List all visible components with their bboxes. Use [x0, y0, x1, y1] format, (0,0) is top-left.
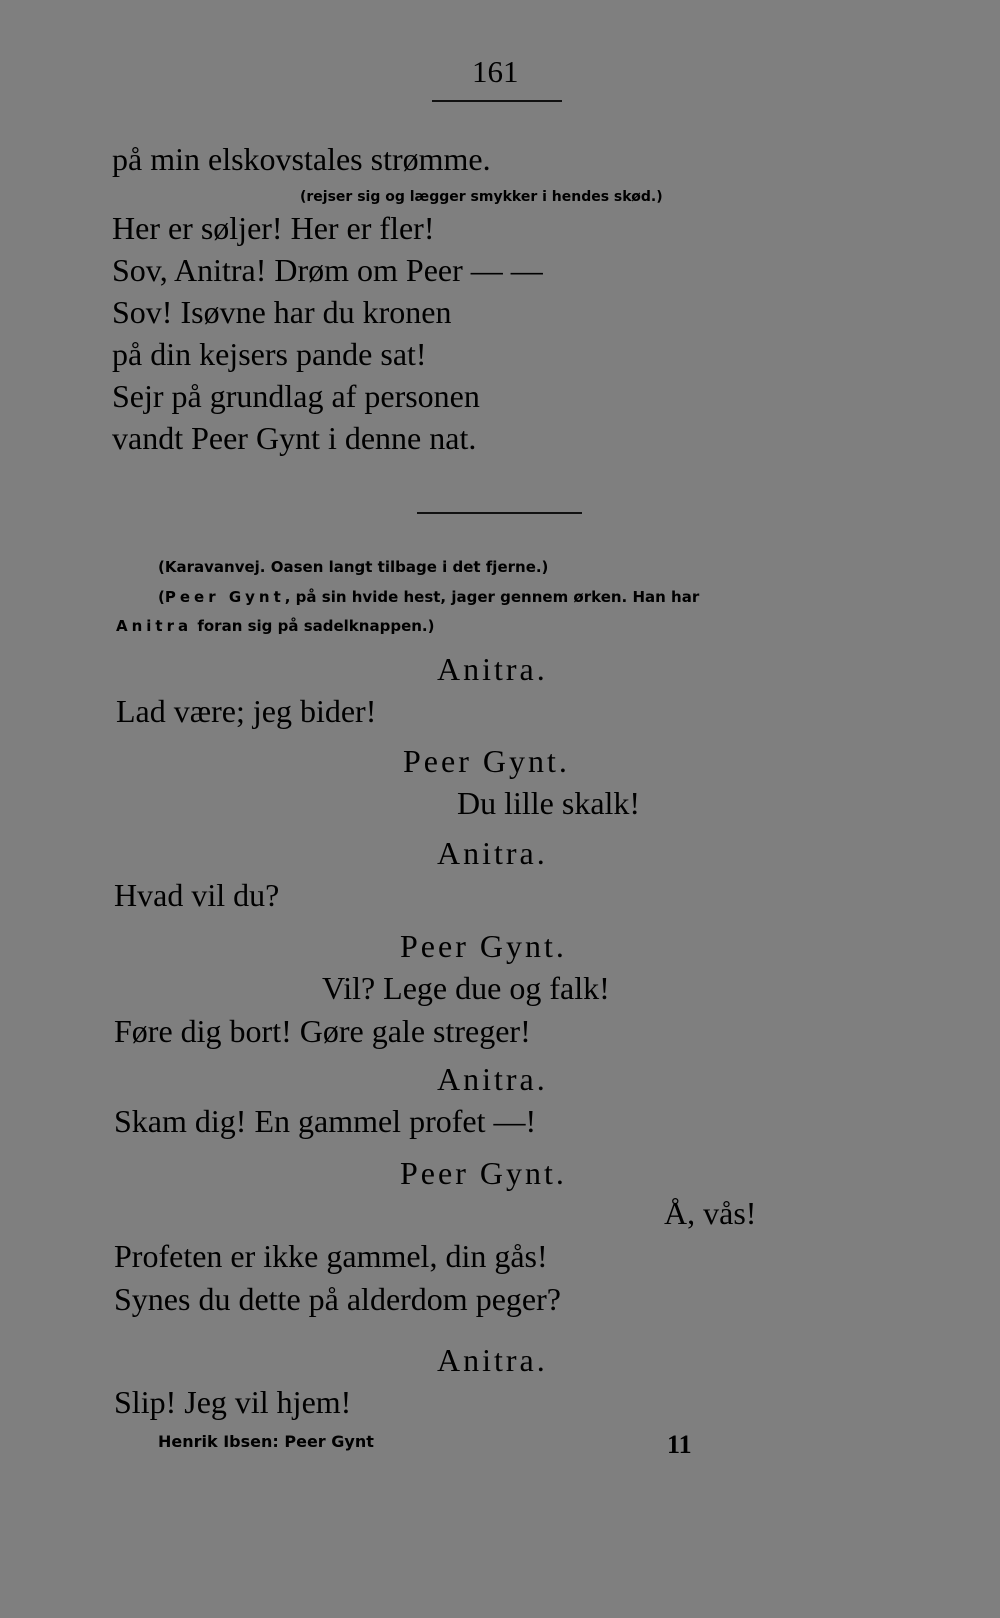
speaker-name: Peer Gynt.	[403, 743, 570, 779]
dialogue-line: Du lille skalk!	[457, 785, 641, 821]
verse-line: Her er søljer! Her er fler!	[112, 210, 435, 246]
speaker-name: Anitra.	[437, 1061, 548, 1097]
footer-title: Henrik Ibsen: Peer Gynt	[158, 1432, 374, 1451]
verse-line: Sov! Isøvne har du kronen	[112, 294, 452, 330]
speaker-name: Peer Gynt.	[400, 1155, 567, 1191]
speaker-name: Anitra.	[437, 835, 548, 871]
stage-direction	[116, 619, 434, 634]
signature-mark: 11	[667, 1430, 692, 1459]
speaker-name: Anitra.	[437, 651, 548, 687]
dialogue-line: Lad være; jeg bider!	[116, 693, 377, 729]
stage-direction	[158, 590, 699, 605]
page-number: 161	[472, 54, 519, 89]
dialogue-line: Vil? Lege due og falk!	[322, 970, 610, 1006]
verse-line: på din kejsers pande sat!	[112, 336, 427, 372]
verse-line: vandt Peer Gynt i denne nat.	[112, 420, 477, 456]
speaker-name: Anitra.	[437, 1342, 548, 1378]
verse-line: Sejr på grundlag af personen	[112, 378, 480, 414]
speaker-name: Peer Gynt.	[400, 928, 567, 964]
dialogue-line: Skam dig! En gammel profet —!	[114, 1103, 537, 1139]
stage-character-name: Anitra	[116, 617, 193, 635]
stage-text: , på sin hvide hest, jager gennem ørken. Han har	[284, 588, 700, 606]
stage-direction: (rejser sig og lægger smykker i hendes skød.)	[300, 189, 663, 205]
scene-divider	[417, 512, 582, 514]
verse-line: på min elskovstales strømme.	[112, 141, 491, 177]
dialogue-line: Føre dig bort! Gøre gale streger!	[114, 1013, 531, 1049]
dialogue-line: Å, vås!	[664, 1195, 757, 1231]
stage-direction: (Karavanvej. Oasen langt tilbage i det fjerne.)	[158, 558, 549, 576]
stage-text: foran sig på sadelknappen.)	[192, 617, 435, 635]
dialogue-line: Profeten er ikke gammel, din gås!	[114, 1238, 548, 1274]
dialogue-line: Hvad vil du?	[114, 877, 280, 913]
verse-line: Sov, Anitra! Drøm om Peer — —	[112, 252, 543, 288]
dialogue-line: Synes du dette på alderdom peger?	[114, 1281, 561, 1317]
stage-character-name: Peer Gynt	[164, 588, 285, 606]
header-rule	[432, 100, 562, 102]
dialogue-line: Slip! Jeg vil hjem!	[114, 1384, 352, 1420]
stage-text: (	[158, 588, 165, 606]
